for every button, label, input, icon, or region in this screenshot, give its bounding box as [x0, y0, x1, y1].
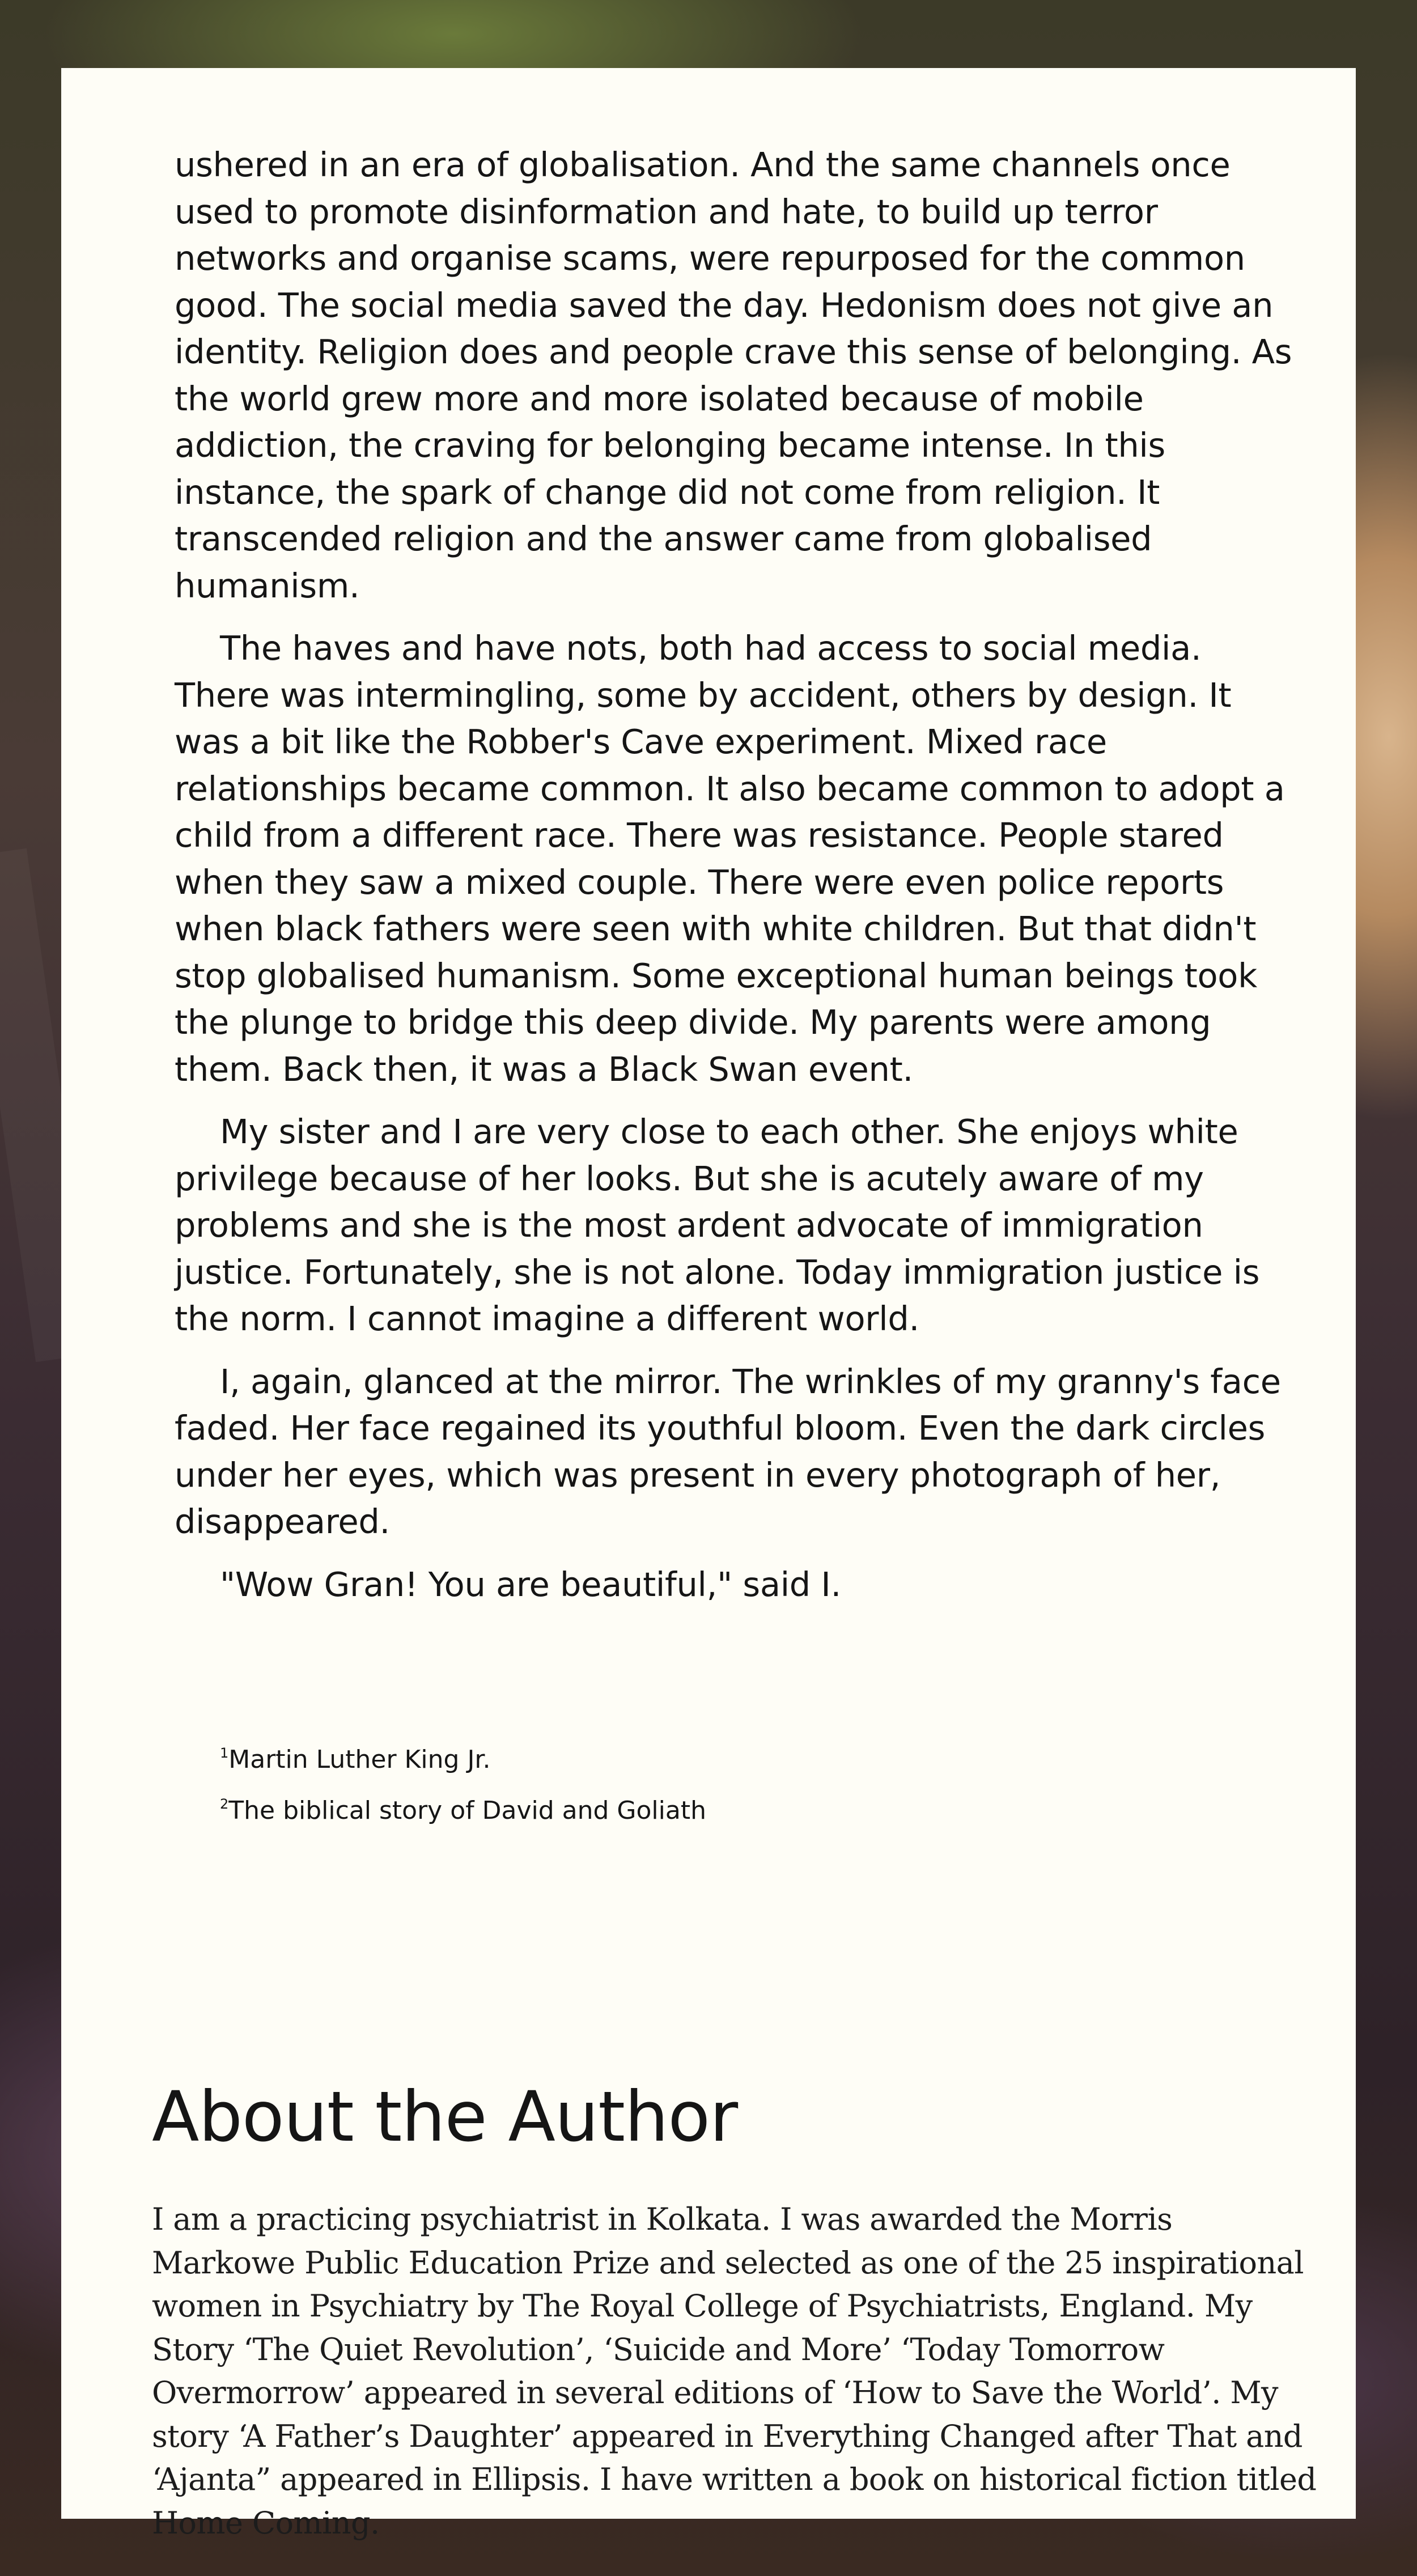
about-author-bio: I am a practicing psychiatrist in Kolkata. I was awarded the Morris Markowe Public Education Prize and selected as one of the 25 inspirational women in Psychiatry by The Royal College of Psychiatrists, England. My Story ‘The Quiet Revolution’, ‘Suicide and More’ ‘Today Tomorrow Overmorrow’ appeared in several editions of ‘How to Save the World’. My story ‘A Father’s Daughter’ appeared in Everything Changed after That and ‘Ajanta” appeared in Ellipsis. I have written a book on historical fiction titled Home Coming. — [152, 2201, 1317, 2541]
page-sheet — [61, 68, 1356, 2541]
story-paragraph: The haves and have nots, both had access to social media. There was intermingling, some by accident, others by design. It was a bit like the Robber's Cave experiment. Mixed race relationships became common. It also became common to adopt a child from a different race. There was resistance. People stared when they saw a mixed couple. There were even police reports when black fathers were seen with white children. But that didn't stop globalised humanism. Some exceptional human beings took the plunge to bridge this deep divide. My parents were among them. Back then, it was a Black Swan event. — [175, 629, 1285, 1089]
footnote-text: Martin Luther King Jr. — [228, 1745, 491, 1774]
footnote-1 — [220, 1734, 1240, 1785]
footnote-2 — [220, 1785, 1240, 1836]
story-paragraph: "Wow Gran! You are beautiful," said I. — [220, 1564, 841, 1604]
footnote-text: The biblical story of David and Goliath — [228, 1796, 706, 1825]
story-paragraph: ushered in an era of globalisation. And the same channels once used to promote disinformation and hate, to build up terror networks and organise scams, were repurposed for the common good. The social media saved the day. Hedonism does not give an identity. Religion does and people crave this sense of belonging. As the world grew more and more isolated because of mobile addiction, the craving for belonging became intense. In this instance, the spark of change did not come from religion. It transcended religion and the answer came from globalised humanism. — [175, 145, 1292, 605]
story-paragraph: My sister and I are very close to each other. She enjoys white privilege because of her looks. But she is acutely aware of my problems and she is the most ardent advocate of immigration justice. Fortunately, she is not alone. Today immigration justice is the norm. I cannot imagine a different world. — [175, 1112, 1260, 1338]
story-paragraph: I, again, glanced at the mirror. The wrinkles of my granny's face faded. Her face regained its youthful bloom. Even the dark circles under her eyes, which was present in every photograph of her, disappeared. — [175, 1361, 1281, 1541]
footnote-marker: 2 — [220, 1796, 229, 1812]
footnotes — [220, 1734, 1240, 1836]
about-author-heading: About the Author — [152, 2077, 738, 2157]
footnote-marker: 1 — [220, 1745, 229, 1761]
story-text — [175, 142, 1303, 1624]
